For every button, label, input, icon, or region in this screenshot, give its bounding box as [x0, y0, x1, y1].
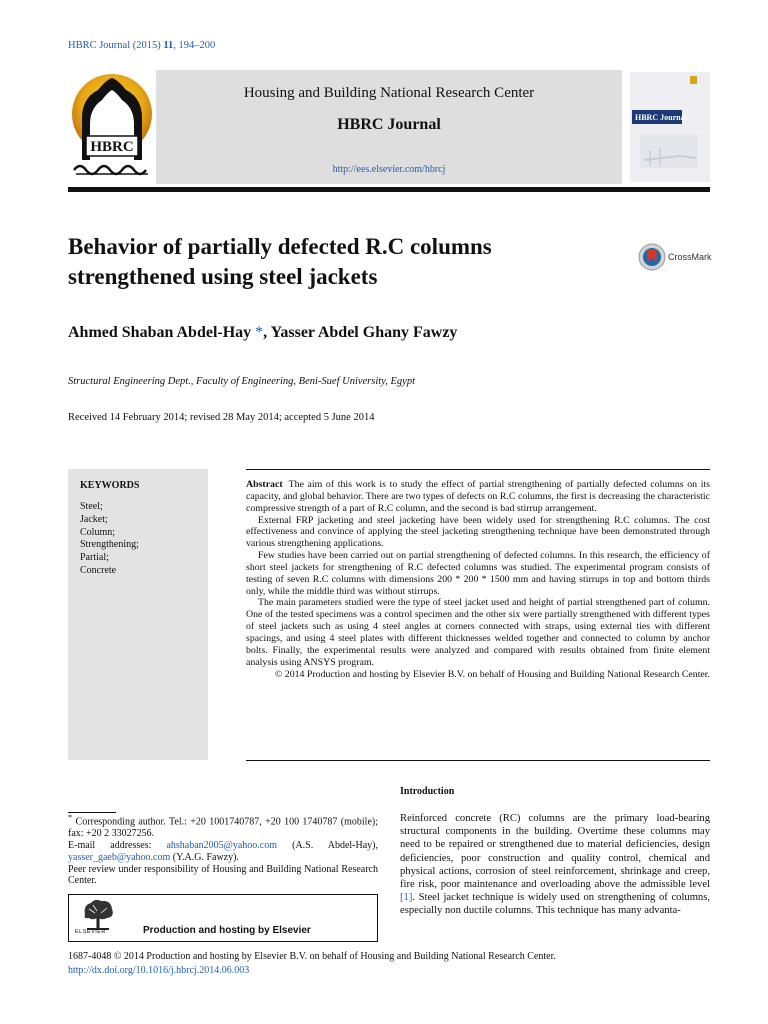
elsevier-wordmark: ELSEVIER: [75, 929, 106, 935]
email-owner-1: (A.S. Abdel-Hay),: [277, 839, 378, 851]
keyword-item: Column;: [80, 526, 116, 538]
journal-name: HBRC Journal: [337, 116, 441, 133]
corresponding-note: [68, 812, 378, 840]
abstract-bottom-rule: [246, 760, 710, 761]
abstract: [246, 479, 710, 680]
introduction-heading: Introduction: [400, 786, 455, 797]
abstract-label: Abstract: [246, 479, 283, 490]
citation-pages: , 194–200: [173, 40, 216, 51]
abstract-p4: The main parameters studied were the type of steel jacket used and height of partial strengthened part of column. One of the tested specimens was a control specimen and the other six were partially strengthened with different types of steel jackets such as using 4 steel angles at corners connected with straps, using external ties with different spacings, and using 4 steel plates with different thicknesses welded together and connected to column by anchor bolts. Finally, the experimental results were analyzed and compared with results obtained from finite element analysis using ANSYS program.: [246, 597, 710, 668]
svg-text:HBRC: HBRC: [90, 139, 134, 155]
elsevier-hosting-box: [68, 894, 378, 942]
email-link-1[interactable]: ahshaban2005@yahoo.com: [166, 839, 278, 851]
email-link-2[interactable]: yasser_gaeb@yahoo.com: [68, 851, 171, 863]
keywords-list: [80, 501, 139, 578]
keyword-item: Concrete: [80, 564, 117, 576]
elsevier-tree-graphic: [81, 899, 115, 931]
journal-cover: [630, 72, 710, 182]
article-title: Behavior of partially defected R.C columns strengthened using steel jackets: [68, 234, 492, 289]
doi-link[interactable]: http://dx.doi.org/10.1016/j.hbrcj.2014.06.003: [68, 965, 250, 976]
crossmark-icon: [638, 243, 666, 271]
journal-url-link[interactable]: http://ees.elsevier.com/hbrcj: [332, 164, 446, 175]
keyword-item: Jacket;: [80, 513, 108, 525]
abstract-p2: External FRP jacketing and steel jacketing have been widely used for strengthening R.C columns. The cost effectiveness and convince of applying the steel jacketing strengthening technique have been demonstrated through various strengthening applications.: [246, 514, 710, 550]
received-dates: Received 14 February 2014; revised 28 May 2014; accepted 5 June 2014: [68, 412, 375, 423]
intro-text-part1: Reinforced concrete (RC) columns are the primary load-bearing structural components in the building. Overtime these columns may need to be repaired or strengthened due to material deficiencies, design deficiencies, poor construction and quality control, chemical and physical actions, corrosion of steel reinforcement, shrinkage and creep, fire risk, poor maintenance and overloading above the admissible level: [400, 813, 710, 891]
hbrc-logo: [68, 72, 156, 180]
email-label: E-mail addresses:: [68, 839, 167, 851]
email-line: [68, 840, 378, 864]
affiliation: Structural Engineering Dept., Faculty of Engineering, Beni-Suef University, Egypt: [68, 376, 416, 387]
keyword-item: Partial;: [80, 552, 109, 564]
peer-review-note: Peer review under responsibility of Housing and Building National Research Center.: [68, 863, 378, 887]
elsevier-hosting-text: Production and hosting by Elsevier: [143, 925, 311, 936]
svg-text:HBRC Journal: HBRC Journal: [635, 113, 687, 122]
introduction-paragraph: [400, 812, 710, 918]
abstract-p3: Few studies have been carried out on partial strengthening of defected columns. In this research, the efficiency of short steel jackets for strengthening of R.C defected columns was studied. The experimental program consists of testing of seven R.C columns with dimensions 200 * 200 * 1500 mm and having stirrups in top and bottom thirds only, while the middle third was without stirrups.: [246, 550, 710, 597]
footnote: [68, 812, 378, 887]
abstract-top-rule: [246, 469, 710, 470]
intro-text-part2: . Steel jacket technique is widely used on strengthening of columns, especially non ductile columns. This technique has many advanta-: [400, 892, 710, 917]
keyword-item: Steel;: [80, 501, 103, 512]
header-divider: [68, 187, 710, 192]
citation-volume: 11: [163, 40, 174, 51]
footnote-marker: *: [68, 813, 73, 822]
reference-link-1[interactable]: [1]: [400, 892, 413, 904]
journal-citation[interactable]: [68, 40, 215, 51]
issn-copyright: 1687-4048 © 2014 Production and hosting by Elsevier B.V. on behalf of Housing and Building National Research Center.: [68, 951, 556, 962]
abstract-paragraph: [246, 479, 710, 515]
journal-header: [156, 70, 622, 184]
corresponding-details: Corresponding author. Tel.: +20 1001740787, +20 100 1740787 (mobile); fax: +20 2 33027256.: [68, 816, 378, 840]
keywords-heading: KEYWORDS: [80, 480, 140, 491]
hbrc-logo-icon: [68, 72, 156, 180]
corresponding-author-marker[interactable]: *: [255, 324, 264, 341]
keyword-item: Strengthening;: [80, 539, 139, 551]
publisher-name: Housing and Building National Research Center: [243, 85, 535, 101]
email-owner-2: (Y.A.G. Fawzy).: [170, 851, 239, 863]
journal-cover-icon: [630, 72, 710, 182]
author-first: Ahmed Shaban Abdel-Hay: [68, 324, 256, 341]
crossmark-label: CrossMark: [668, 252, 712, 262]
introduction-text: [400, 812, 710, 918]
citation-prefix: HBRC Journal (2015): [68, 40, 164, 51]
keywords-box: [68, 469, 208, 760]
abstract-copyright: © 2014 Production and hosting by Elsevier B.V. on behalf of Housing and Building National Research Center.: [274, 668, 710, 680]
author-rest: , Yasser Abdel Ghany Fawzy: [263, 324, 458, 341]
author-list: [68, 324, 457, 342]
abstract-p1: The aim of this work is to study the effect of partial strengthening of partially defected columns on its capacity, and global behavior. There are two types of defects on R.C columns, the first is decreasing the characteristic compressive strength of a part of R.C column, and the second is bad stirrup arrangement.: [246, 479, 710, 514]
